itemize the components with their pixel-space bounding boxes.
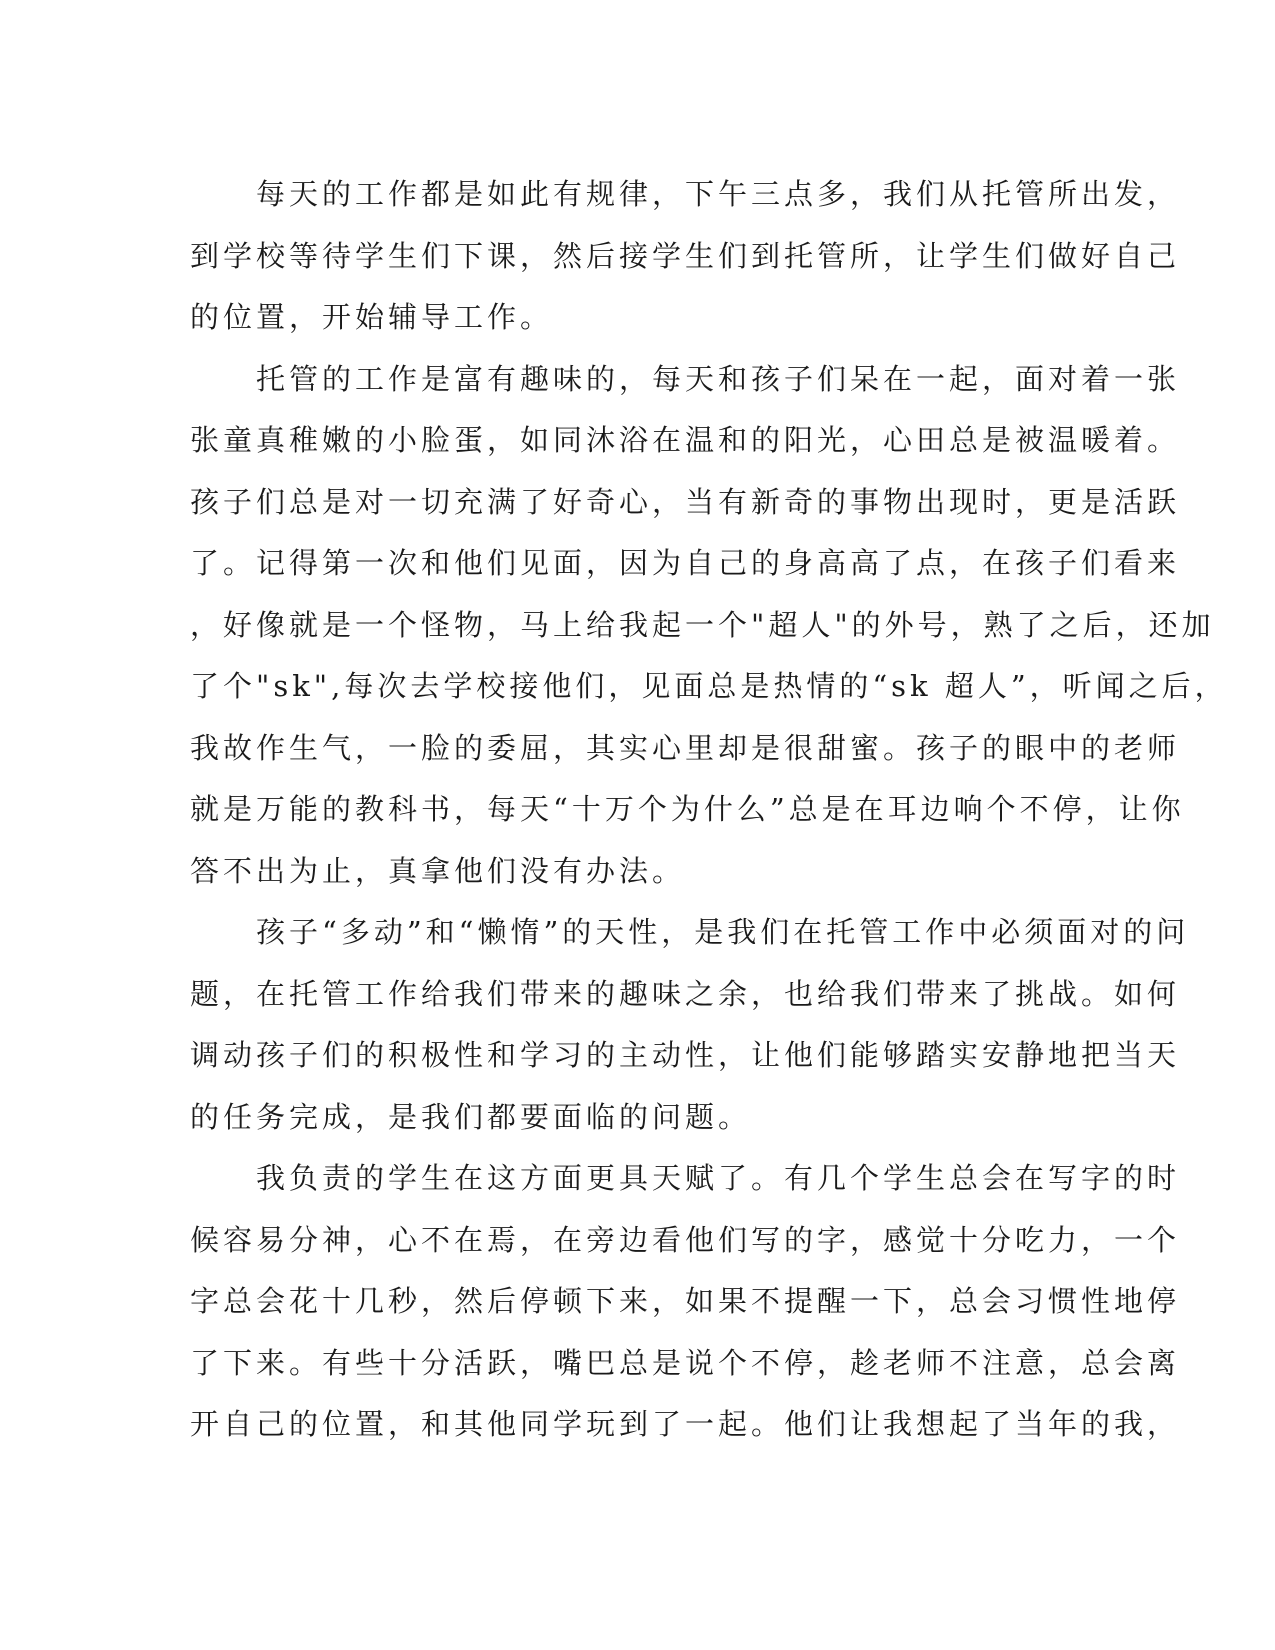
text-line: ，好像就是一个怪物，马上给我起一个"超人"的外号，熟了之后，还加	[190, 607, 1215, 642]
text-line: 题，在托管工作给我们带来的趣味之余，也给我们带来了挑战。如何	[190, 976, 1181, 1011]
text-line: 到学校等待学生们下课，然后接学生们到托管所，让学生们做好自己	[190, 238, 1181, 273]
text-line: 的位置，开始辅导工作。	[190, 300, 554, 334]
text-line: 托管的工作是富有趣味的，每天和孩子们呆在一起，面对着一张	[190, 361, 1181, 396]
paragraph	[190, 349, 1228, 903]
text-line: 每天的工作都是如此有规律，下午三点多，我们从托管所出发，	[190, 177, 1181, 211]
text-line: 张童真稚嫩的小脸蛋，如同沐浴在温和的阳光，心田总是被温暖着。	[190, 423, 1181, 457]
text-line: 我负责的学生在这方面更具天赋了。有几个学生总会在写字的时	[190, 1161, 1181, 1195]
text-line: 开自己的位置，和其他同学玩到了一起。他们让我想起了当年的我，	[190, 1407, 1181, 1441]
text-line: 了。记得第一次和他们见面，因为自己的身高高了点，在孩子们看来	[190, 546, 1181, 580]
paragraph	[190, 164, 1181, 349]
text-line: 孩子们总是对一切充满了好奇心，当有新奇的事物出现时，更是活跃	[190, 484, 1181, 519]
text-line: 的任务完成，是我们都要面临的问题。	[190, 1099, 752, 1134]
text-line: 就是万能的教科书，每天“十万个为什么”总是在耳边响个不停，让你	[190, 792, 1185, 826]
text-line: 调动孩子们的积极性和学习的主动性，让他们能够踏实安静地把当天	[190, 1038, 1181, 1072]
paragraph	[190, 902, 1190, 1148]
text-line: 答不出为止，真拿他们没有办法。	[190, 853, 686, 888]
body-text	[190, 164, 1228, 1456]
text-line: 我故作生气，一脸的委屈，其实心里却是很甜蜜。孩子的眼中的老师	[190, 730, 1181, 765]
text-line: 了个"sk",每次去学校接他们，见面总是热情的“sk 超人”，听闻之后，	[190, 669, 1228, 703]
text-line: 孩子“多动”和“懒惰”的天性，是我们在托管工作中必须面对的问	[190, 915, 1190, 949]
text-line: 了下来。有些十分活跃，嘴巴总是说个不停，趁老师不注意，总会离	[190, 1345, 1181, 1380]
paragraph	[190, 1148, 1181, 1456]
text-line: 候容易分神，心不在焉，在旁边看他们写的字，感觉十分吃力，一个	[190, 1222, 1181, 1257]
text-line: 字总会花十几秒，然后停顿下来，如果不提醒一下，总会习惯性地停	[190, 1284, 1181, 1318]
